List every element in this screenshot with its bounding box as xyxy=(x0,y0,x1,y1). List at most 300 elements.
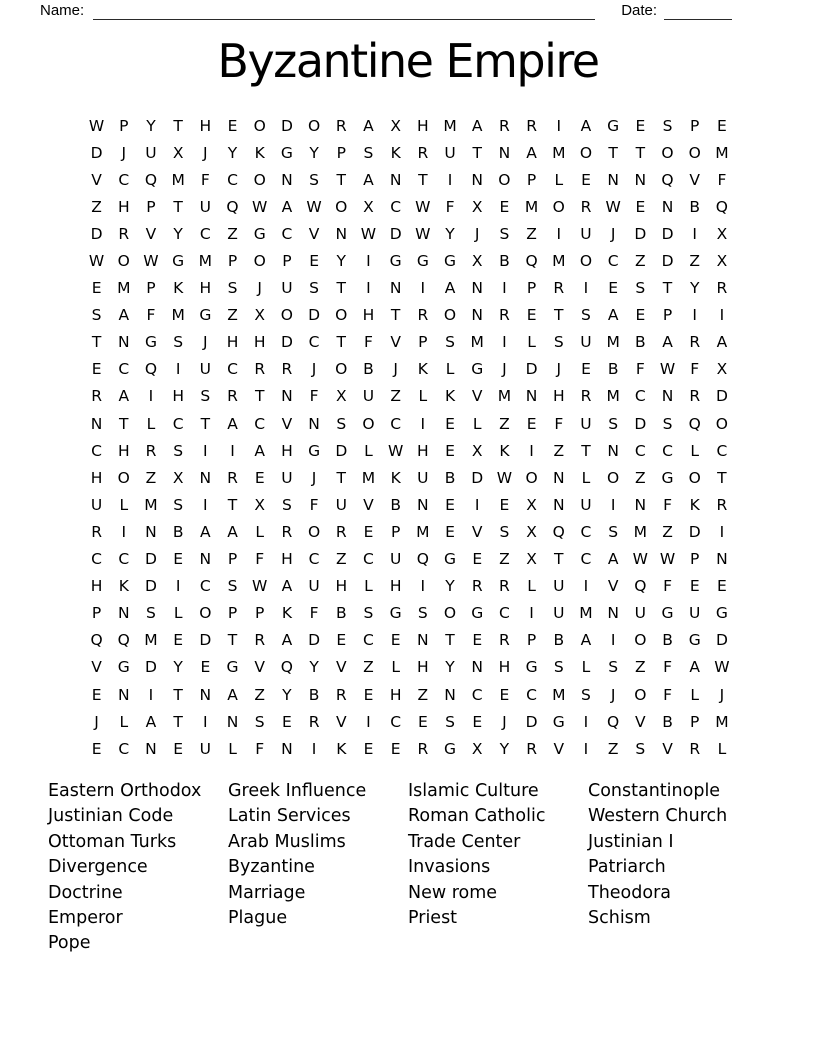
grid-letter: A xyxy=(607,550,619,569)
grid-letter: T xyxy=(336,170,347,189)
grid-letter: U xyxy=(362,387,375,406)
grid-letter: M xyxy=(198,252,213,271)
grid-letter: T xyxy=(445,631,455,650)
grid-letter: H xyxy=(281,441,293,460)
grid-letter: F xyxy=(717,170,727,189)
grid-letter: X xyxy=(526,550,537,569)
grid-letter: A xyxy=(281,577,293,596)
grid-letter: I xyxy=(366,712,371,731)
grid-letter: Z xyxy=(390,387,401,406)
grid-letter: V xyxy=(689,170,701,189)
grid-letter: R xyxy=(499,577,510,596)
grid-letter: D xyxy=(634,414,647,433)
grid-letter: G xyxy=(444,739,457,758)
grid-letter: V xyxy=(662,739,673,758)
grid-letter: W xyxy=(88,116,105,135)
grid-letter: Y xyxy=(282,685,292,704)
grid-letter: T xyxy=(200,414,211,433)
grid-letter: E xyxy=(91,360,102,379)
grid-letter: R xyxy=(281,522,293,541)
grid-letter: J xyxy=(393,360,398,379)
grid-letter: O xyxy=(117,468,130,487)
grid-letter: M xyxy=(552,685,566,704)
grid-letter: L xyxy=(255,522,265,541)
grid-letter: O xyxy=(307,116,321,135)
grid-letter: E xyxy=(363,522,374,541)
grid-letter: N xyxy=(117,604,130,623)
grid-letter: M xyxy=(171,170,185,189)
grid-letter: E xyxy=(91,739,102,758)
grid-letter: G xyxy=(471,604,484,623)
word-list-item: Islamic Culture xyxy=(408,781,539,801)
grid-letter: I xyxy=(610,495,616,514)
grid-letter: U xyxy=(335,495,347,514)
grid-letter: E xyxy=(227,116,238,135)
grid-letter: X xyxy=(172,468,184,487)
grid-letter: I xyxy=(420,577,426,596)
grid-letter: Y xyxy=(445,224,455,243)
grid-letter: E xyxy=(526,414,537,433)
grid-letter: C xyxy=(172,414,184,433)
grid-letter: Y xyxy=(336,252,347,271)
grid-letter: A xyxy=(363,170,374,189)
grid-letter: G xyxy=(280,143,293,162)
grid-letter: G xyxy=(471,360,484,379)
grid-letter: U xyxy=(553,577,565,596)
grid-letter: Z xyxy=(145,468,157,487)
grid-letter: Q xyxy=(715,197,728,216)
grid-letter: X xyxy=(526,495,537,514)
grid-letter: E xyxy=(717,116,727,135)
grid-letter: C xyxy=(308,550,320,569)
grid-letter: S xyxy=(581,306,591,325)
grid-letter: R xyxy=(254,631,266,650)
grid-letter: T xyxy=(717,468,727,487)
grid-letter: R xyxy=(689,387,701,406)
grid-letter: O xyxy=(307,522,321,541)
grid-letter: R xyxy=(499,306,510,325)
grid-letter: N xyxy=(199,685,212,704)
grid-letter: W xyxy=(88,252,105,271)
grid-letter: I xyxy=(420,414,426,433)
grid-letter: F xyxy=(309,387,319,406)
grid-letter: U xyxy=(580,495,592,514)
grid-letter: Z xyxy=(227,306,238,325)
grid-letter: T xyxy=(662,279,673,298)
grid-letter: I xyxy=(366,279,371,298)
grid-letter: N xyxy=(417,631,429,650)
grid-letter: G xyxy=(444,252,457,271)
word-list-item: Theodora xyxy=(588,882,671,903)
word-list-item: Ottoman Turks xyxy=(48,831,177,852)
grid-letter: J xyxy=(203,143,208,162)
grid-letter: I xyxy=(692,306,697,325)
grid-letter: R xyxy=(417,306,429,325)
grid-letter: K xyxy=(336,739,347,758)
grid-letter: S xyxy=(173,441,184,460)
grid-letter: Z xyxy=(635,468,646,487)
grid-letter: Q xyxy=(90,631,103,650)
grid-letter: A xyxy=(118,387,130,406)
grid-letter: Z xyxy=(499,414,510,433)
grid-letter: H xyxy=(498,658,511,677)
grid-letter: E xyxy=(445,495,455,514)
grid-letter: B xyxy=(607,360,619,379)
grid-letter: D xyxy=(145,658,157,677)
grid-letter: O xyxy=(117,252,130,271)
grid-letter: A xyxy=(662,333,673,352)
grid-letter: D xyxy=(90,143,103,162)
grid-letter: S xyxy=(309,170,320,189)
grid-letter: N xyxy=(552,468,565,487)
grid-letter: R xyxy=(227,468,238,487)
grid-letter: J xyxy=(121,143,127,162)
grid-letter: I xyxy=(583,577,589,596)
grid-letter: H xyxy=(90,577,103,596)
grid-letter: N xyxy=(607,441,619,460)
grid-letter: W xyxy=(252,197,268,216)
grid-letter: K xyxy=(444,387,456,406)
grid-letter: G xyxy=(117,658,130,677)
grid-letter: C xyxy=(118,360,130,379)
grid-letter: E xyxy=(581,170,591,189)
grid-letter: T xyxy=(119,414,129,433)
grid-letter: G xyxy=(389,252,402,271)
grid-letter: X xyxy=(716,252,728,271)
grid-letter: X xyxy=(471,441,483,460)
grid-letter: I xyxy=(502,333,507,352)
grid-letter: Q xyxy=(634,577,647,596)
grid-letter: R xyxy=(335,522,347,541)
grid-letter: A xyxy=(444,279,456,298)
grid-letter: P xyxy=(690,712,700,731)
grid-letter: S xyxy=(635,739,646,758)
grid-letter: O xyxy=(579,252,593,271)
grid-letter: L xyxy=(472,414,482,433)
grid-letter: T xyxy=(336,279,347,298)
grid-letter: O xyxy=(661,143,674,162)
grid-letter: N xyxy=(634,495,647,514)
grid-letter: H xyxy=(199,279,212,298)
grid-letter: N xyxy=(471,658,484,677)
grid-letter: M xyxy=(552,252,566,271)
grid-letter: J xyxy=(203,333,208,352)
grid-letter: N xyxy=(417,495,429,514)
grid-letter: M xyxy=(579,604,593,623)
grid-letter: Q xyxy=(280,658,293,677)
grid-letter: U xyxy=(199,739,212,758)
grid-letter: T xyxy=(581,441,591,460)
grid-letter: Z xyxy=(526,224,537,243)
grid-letter: S xyxy=(608,522,619,541)
grid-letter: N xyxy=(308,414,320,433)
grid-letter: H xyxy=(362,306,375,325)
grid-letter: O xyxy=(552,197,565,216)
grid-letter: R xyxy=(417,739,429,758)
grid-letter: C xyxy=(471,685,483,704)
grid-letter: C xyxy=(281,224,293,243)
grid-letter: Q xyxy=(688,414,701,433)
grid-letter: G xyxy=(688,631,701,650)
grid-letter: G xyxy=(715,604,728,623)
grid-letter: O xyxy=(199,604,212,623)
grid-letter: Y xyxy=(445,577,455,596)
grid-letter: B xyxy=(689,197,701,216)
grid-letter: R xyxy=(91,387,102,406)
grid-letter: L xyxy=(554,170,564,189)
page-title: Byzantine Empire xyxy=(217,34,599,88)
grid-letter: K xyxy=(390,468,401,487)
grid-letter: S xyxy=(309,279,320,298)
word-list-column xyxy=(48,779,228,957)
grid-letter: U xyxy=(281,468,293,487)
grid-letter: I xyxy=(175,577,181,596)
grid-letter: P xyxy=(526,170,537,189)
grid-letter: S xyxy=(227,577,238,596)
grid-letter: T xyxy=(554,306,564,325)
grid-letter: M xyxy=(633,522,648,541)
grid-letter: M xyxy=(470,333,484,352)
grid-letter: T xyxy=(390,306,401,325)
grid-letter: F xyxy=(445,197,455,216)
grid-letter: S xyxy=(173,333,184,352)
grid-letter: A xyxy=(526,143,537,162)
grid-letter: N xyxy=(552,495,565,514)
word-list-item: Priest xyxy=(408,908,458,929)
grid-letter: T xyxy=(472,143,482,162)
grid-letter: L xyxy=(146,414,156,433)
grid-letter: V xyxy=(553,739,565,758)
grid-letter: R xyxy=(526,116,537,135)
grid-letter: W xyxy=(306,197,322,216)
grid-letter: E xyxy=(472,631,483,650)
grid-letter: E xyxy=(445,522,455,541)
grid-letter: U xyxy=(281,279,293,298)
grid-letter: C xyxy=(118,739,130,758)
grid-letter: D xyxy=(389,224,402,243)
grid-letter: R xyxy=(689,333,701,352)
grid-letter: I xyxy=(121,522,127,541)
grid-letter: N xyxy=(335,224,348,243)
grid-letter: M xyxy=(144,631,158,650)
grid-letter: C xyxy=(607,252,619,271)
grid-letter: S xyxy=(227,279,238,298)
grid-letter: H xyxy=(172,387,184,406)
grid-letter: Z xyxy=(254,685,266,704)
grid-letter: J xyxy=(556,360,562,379)
grid-letter: V xyxy=(335,658,347,677)
grid-letter: F xyxy=(663,685,672,704)
grid-letter: P xyxy=(227,604,238,623)
grid-letter: Q xyxy=(144,170,158,189)
grid-letter: C xyxy=(308,333,320,352)
grid-letter: P xyxy=(336,143,346,162)
grid-letter: E xyxy=(363,685,374,704)
grid-letter: I xyxy=(203,441,208,460)
grid-letter: F xyxy=(309,604,319,623)
grid-letter: N xyxy=(281,387,293,406)
grid-letter: R xyxy=(118,224,130,243)
grid-letter: P xyxy=(227,252,238,271)
grid-letter: L xyxy=(527,577,536,596)
grid-letter: A xyxy=(227,685,238,704)
grid-letter: W xyxy=(415,224,431,243)
grid-letter: N xyxy=(389,170,402,189)
grid-letter: A xyxy=(227,414,238,433)
grid-letter: X xyxy=(390,116,401,135)
grid-letter: T xyxy=(336,468,347,487)
grid-letter: N xyxy=(145,522,157,541)
grid-letter: L xyxy=(391,658,400,677)
grid-letter: V xyxy=(308,224,320,243)
grid-letter: X xyxy=(471,197,483,216)
grid-letter: M xyxy=(443,116,457,135)
grid-letter: E xyxy=(472,550,483,569)
grid-letter: Y xyxy=(499,739,510,758)
grid-letter: R xyxy=(716,279,728,298)
grid-letter: Y xyxy=(173,224,183,243)
grid-letter: R xyxy=(526,739,537,758)
grid-letter: X xyxy=(363,197,374,216)
grid-letter: H xyxy=(253,333,266,352)
grid-letter: P xyxy=(255,604,265,623)
grid-letter: X xyxy=(471,252,483,271)
grid-letter: B xyxy=(363,360,374,379)
grid-letter: Y xyxy=(173,658,183,677)
grid-letter: U xyxy=(145,143,157,162)
grid-letter: T xyxy=(227,631,238,650)
grid-letter: E xyxy=(91,279,102,298)
grid-letter: H xyxy=(417,116,429,135)
grid-letter: S xyxy=(363,604,374,623)
grid-letter: F xyxy=(663,577,672,596)
grid-letter: F xyxy=(255,739,265,758)
grid-letter: O xyxy=(634,631,647,650)
grid-letter: C xyxy=(227,170,238,189)
grid-letter: R xyxy=(499,631,510,650)
grid-letter: B xyxy=(662,631,673,650)
grid-letter: F xyxy=(255,550,265,569)
grid-letter: U xyxy=(389,550,402,569)
grid-letter: N xyxy=(199,468,212,487)
grid-letter: V xyxy=(335,712,347,731)
grid-letter: C xyxy=(580,522,592,541)
grid-letter: H xyxy=(199,116,212,135)
grid-letter: J xyxy=(94,712,99,731)
grid-letter: B xyxy=(172,522,184,541)
grid-letter: E xyxy=(445,441,455,460)
grid-letter: C xyxy=(363,631,374,650)
grid-letter: E xyxy=(581,360,591,379)
grid-letter: J xyxy=(610,224,616,243)
grid-letter: T xyxy=(173,685,183,704)
grid-letter: S xyxy=(581,685,591,704)
grid-letter: S xyxy=(662,414,673,433)
grid-letter: R xyxy=(227,387,238,406)
grid-letter: I xyxy=(692,224,697,243)
grid-letter: E xyxy=(91,685,102,704)
grid-letter: K xyxy=(118,577,129,596)
grid-letter: L xyxy=(445,360,455,379)
grid-letter: P xyxy=(526,631,537,650)
grid-letter: U xyxy=(634,604,647,623)
grid-letter: W xyxy=(143,252,159,271)
grid-letter: O xyxy=(607,468,620,487)
grid-letter: N xyxy=(444,685,456,704)
grid-letter: A xyxy=(580,116,592,135)
grid-letter: T xyxy=(635,143,646,162)
grid-letter: S xyxy=(445,333,455,352)
grid-letter: L xyxy=(173,604,183,623)
grid-letter: X xyxy=(526,522,537,541)
grid-letter: J xyxy=(257,279,262,298)
grid-letter: A xyxy=(200,522,211,541)
grid-letter: H xyxy=(552,387,565,406)
grid-letter: C xyxy=(118,170,130,189)
grid-letter: L xyxy=(527,333,536,352)
grid-letter: G xyxy=(661,468,674,487)
grid-letter: D xyxy=(308,306,321,325)
grid-letter: I xyxy=(583,279,589,298)
grid-letter: D xyxy=(661,224,674,243)
grid-letter: N xyxy=(90,414,103,433)
grid-letter: Z xyxy=(335,550,347,569)
grid-letter: Y xyxy=(146,116,156,135)
grid-letter: R xyxy=(145,441,157,460)
grid-letter: F xyxy=(635,360,645,379)
grid-letter: R xyxy=(254,360,266,379)
grid-letter: O xyxy=(579,143,593,162)
grid-letter: N xyxy=(199,550,212,569)
grid-letter: S xyxy=(608,414,619,433)
grid-letter: E xyxy=(526,306,537,325)
grid-letter: V xyxy=(91,170,102,189)
grid-letter: Q xyxy=(416,550,429,569)
grid-letter: E xyxy=(200,658,211,677)
worksheet-header xyxy=(40,1,746,20)
grid-letter: J xyxy=(610,685,616,704)
grid-letter: X xyxy=(716,360,728,379)
grid-letter: T xyxy=(173,116,183,135)
grid-letter: F xyxy=(663,658,672,677)
word-list-item: Greek Influence xyxy=(228,781,367,801)
grid-letter: O xyxy=(253,252,266,271)
grid-letter: L xyxy=(364,577,373,596)
grid-letter: J xyxy=(474,224,480,243)
grid-letter: E xyxy=(390,739,401,758)
grid-letter: P xyxy=(690,550,700,569)
grid-letter: E xyxy=(254,468,265,487)
grid-letter: J xyxy=(502,360,507,379)
letter-grid xyxy=(83,112,736,762)
grid-letter: A xyxy=(281,197,293,216)
grid-letter: C xyxy=(91,441,102,460)
word-list-item: Latin Services xyxy=(228,806,351,827)
grid-letter: P xyxy=(390,522,401,541)
grid-letter: V xyxy=(635,712,646,731)
grid-letter: N xyxy=(226,712,239,731)
grid-letter: F xyxy=(364,333,373,352)
grid-letter: C xyxy=(526,685,537,704)
grid-letter: O xyxy=(715,414,728,433)
grid-letter: Y xyxy=(689,279,700,298)
grid-letter: N xyxy=(607,170,619,189)
grid-letter: E xyxy=(363,739,374,758)
grid-letter: P xyxy=(662,306,673,325)
grid-letter: N xyxy=(498,143,511,162)
grid-letter: M xyxy=(497,387,512,406)
grid-letter: U xyxy=(199,360,212,379)
